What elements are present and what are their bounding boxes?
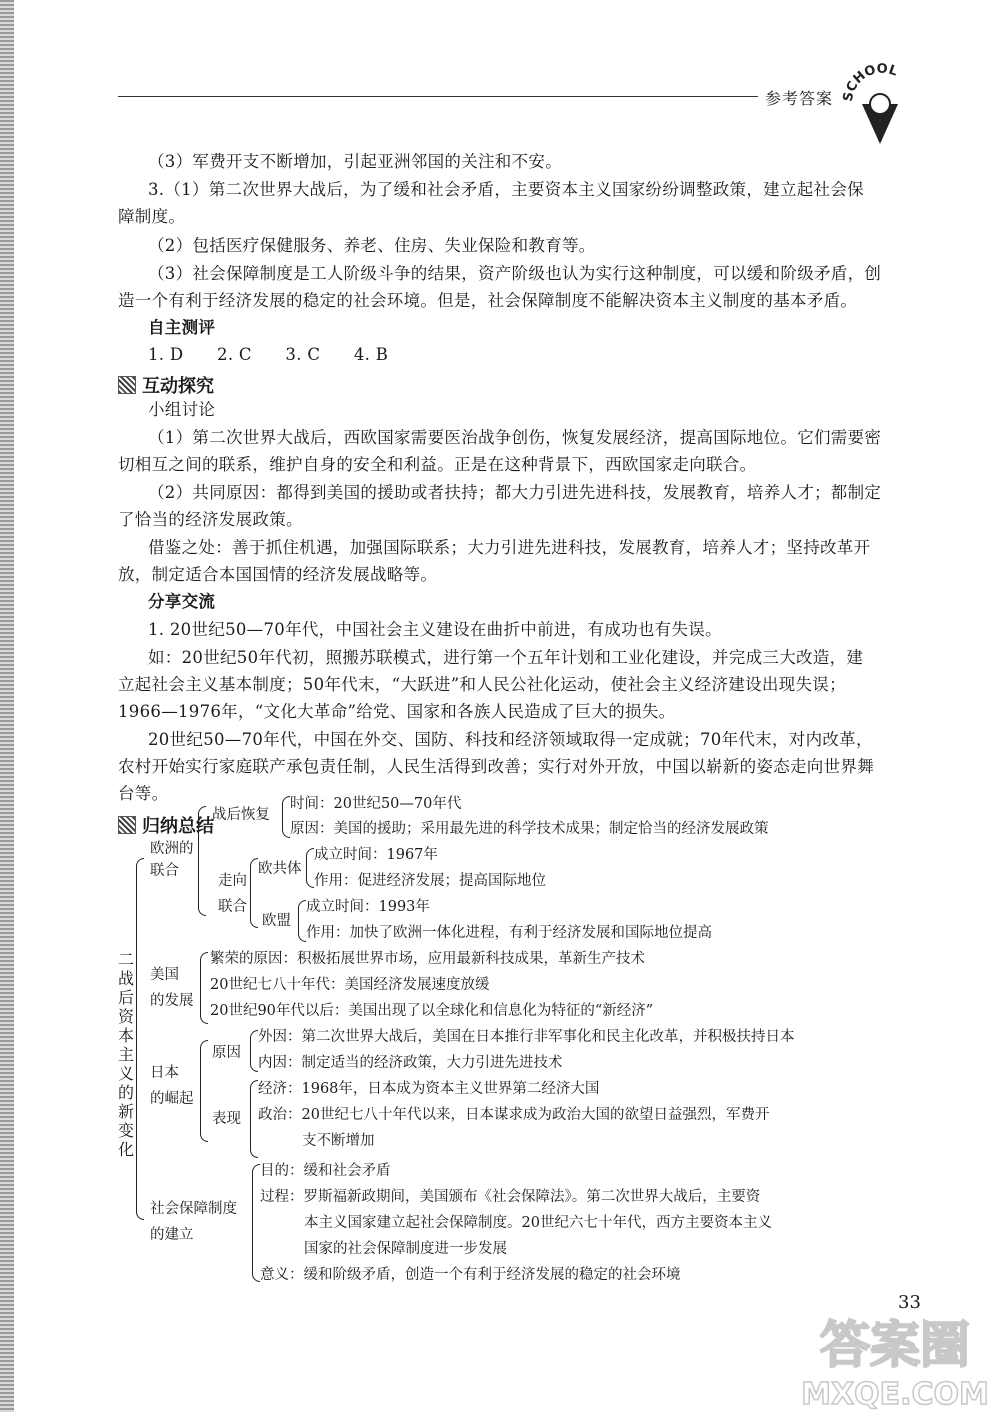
tree-social-purpose: 目的：缓和社会矛盾 bbox=[260, 1163, 391, 1179]
discussion-line: 切相互之间的联系，维护自身的安全和利益。正是在这种背景下，西欧国家走向联合。 bbox=[118, 455, 757, 474]
tree-japan-2: 的崛起 bbox=[150, 1091, 194, 1107]
page-number: 33 bbox=[898, 1292, 921, 1313]
tree-europe-union-1: 走向 bbox=[218, 873, 247, 889]
tree-europe-2: 联合 bbox=[150, 863, 179, 879]
section-marker-icon bbox=[118, 376, 136, 394]
watermark-logo bbox=[790, 1300, 1000, 1412]
tree-social-process-3: 国家的社会保障制度进一步发展 bbox=[304, 1241, 507, 1257]
scan-edge bbox=[0, 0, 14, 1412]
tree-usa-prosperity: 繁荣的原因：积极拓展世界市场，应用最新科技成果，革新生产技术 bbox=[210, 951, 645, 967]
tree-japan-perf-brace bbox=[250, 1080, 258, 1158]
subheading-share: 分享交流 bbox=[148, 592, 216, 611]
logo-text: SCHOOL bbox=[840, 61, 900, 103]
discussion-line: （1）第二次世界大战后，西欧国家需要医治战争创伤，恢复发展经济，提高国际地位。它们需要密 bbox=[148, 428, 882, 447]
watermark-line1: 答案圈 bbox=[820, 1316, 970, 1374]
answer-line: 3.（1）第二次世界大战后，为了缓和社会矛盾，主要资本主义国家纷纷调整政策，建立起社会保 bbox=[148, 180, 864, 199]
tree-japan-politics: 政治：20世纪七八十年代以来，日本谋求成为政治大国的欲望日益强烈，军费开 bbox=[258, 1107, 770, 1123]
tree-union-brace bbox=[250, 858, 258, 928]
tree-japan-politics-cont: 支不断增加 bbox=[302, 1133, 375, 1149]
tree-japan-performance: 表现 bbox=[212, 1111, 241, 1127]
share-line: 台等。 bbox=[118, 784, 169, 803]
tree-europe-1: 欧洲的 bbox=[150, 841, 194, 857]
share-line: 1. 20世纪50—70年代，中国社会主义建设在曲折中前进，有成功也有失误。 bbox=[148, 620, 722, 639]
watermark-line2: MXQE.COM bbox=[801, 1377, 989, 1412]
tree-ec-brace bbox=[306, 848, 314, 888]
tree-recovery-brace bbox=[282, 796, 290, 838]
tree-social-1: 社会保障制度 bbox=[150, 1201, 237, 1217]
tree-japan-cause: 原因 bbox=[212, 1045, 241, 1061]
tree-usa-1: 美国 bbox=[150, 967, 179, 983]
discussion-line: 了恰当的经济发展政策。 bbox=[118, 510, 303, 529]
tree-eu: 欧盟 bbox=[262, 913, 291, 929]
discussion-line: 放，制定适合本国国情的经济发展战略等。 bbox=[118, 565, 438, 584]
tree-recovery-cause: 原因：美国的援助；采用最先进的科学技术成果；制定恰当的经济发展政策 bbox=[290, 821, 769, 837]
discussion-line: （2）共同原因：都得到美国的援助或者扶持；都大力引进先进科技，发展教育，培养人才；都制定 bbox=[148, 483, 882, 502]
subheading-self-test: 自主测评 bbox=[148, 318, 216, 337]
subheading-discussion: 小组讨论 bbox=[148, 400, 216, 419]
section-interactive: 互动探究 bbox=[118, 372, 214, 398]
tree-social-2: 的建立 bbox=[150, 1227, 194, 1243]
answer-line: 造一个有利于经济发展的稳定的社会环境。但是，社会保障制度不能解决资本主义制度的基本矛盾。 bbox=[118, 291, 858, 310]
tree-ec: 欧共体 bbox=[258, 861, 302, 877]
svg-text:SCHOOL bbox=[841, 62, 899, 103]
tree-europe-union-2: 联合 bbox=[218, 899, 247, 915]
share-line: 20世纪50—70年代，中国在外交、国防、科技和经济领域取得一定成就；70年代末，对内改革， bbox=[148, 730, 873, 749]
share-line: 立起社会主义基本制度；50年代末，“大跃进”和人民公社化运动，使社会主义经济建设出现失误； bbox=[118, 675, 846, 694]
tree-japan-cause-brace bbox=[250, 1030, 258, 1072]
self-test-answers: 1. D 2. C 3. C 4. B bbox=[148, 345, 389, 364]
tree-japan-external: 外因：第二次世界大战后，美国在日本推行非军事化和民主化改革，并积极扶持日本 bbox=[258, 1029, 795, 1045]
tree-social-brace bbox=[252, 1164, 260, 1282]
tree-japan-brace bbox=[200, 1040, 208, 1142]
tree-usa-brace bbox=[200, 952, 208, 1024]
answer-line: （2）包括医疗保健服务、养老、住房、失业保险和教育等。 bbox=[148, 236, 596, 255]
section-marker-icon bbox=[118, 816, 136, 834]
tree-eu-brace bbox=[298, 900, 306, 942]
tree-ec-time: 成立时间：1967年 bbox=[314, 847, 438, 863]
answer-line: （3）社会保障制度是工人阶级斗争的结果，资产阶级也认为实行这种制度，可以缓和阶级矛盾，创 bbox=[148, 264, 882, 283]
tree-europe-recovery: 战后恢复 bbox=[212, 807, 270, 823]
discussion-line: 借鉴之处：善于抓住机遇，加强国际联系；大力引进先进科技，发展教育，培养人才；坚持改革开 bbox=[148, 538, 871, 557]
tree-japan-internal: 内因：制定适当的经济政策，大力引进先进技术 bbox=[258, 1055, 563, 1071]
tree-japan-1: 日本 bbox=[150, 1065, 179, 1081]
tree-europe-brace bbox=[198, 806, 206, 916]
tree-social-process-2: 本主义国家建立起社会保障制度。20世纪六七十年代，西方主要资本主义 bbox=[304, 1215, 772, 1231]
tree-root: 二战后资本主义的新变化 bbox=[117, 950, 134, 1159]
share-line: 1966—1976年，“文化大革命”给党、国家和各族人民造成了巨大的损失。 bbox=[118, 702, 676, 721]
tree-root-brace bbox=[136, 858, 144, 1220]
tree-usa-2: 的发展 bbox=[150, 993, 194, 1009]
share-line: 如：20世纪50年代初，照搬苏联模式，进行第一个五年计划和工业化建设，并完成三大改造，建 bbox=[148, 648, 864, 667]
section-summary: 归纳总结 bbox=[118, 812, 214, 838]
tree-recovery-time: 时间：20世纪50—70年代 bbox=[290, 796, 462, 812]
school-logo-icon bbox=[840, 60, 920, 150]
share-line: 农村开始实行家庭联产承包责任制，人民生活得到改善；实行对外开放，中国以崭新的姿态走向世界舞 bbox=[118, 757, 874, 776]
header-rule bbox=[118, 96, 758, 97]
tree-social-process-1: 过程：罗斯福新政期间，美国颁布《社会保障法》。第二次世界大战后，主要资 bbox=[260, 1189, 761, 1205]
tree-usa-new-economy: 20世纪90年代以后：美国出现了以全球化和信息化为特征的“新经济” bbox=[210, 1003, 654, 1019]
tree-japan-economy: 经济：1968年，日本成为资本主义世界第二经济大国 bbox=[258, 1081, 600, 1097]
header-title: 参考答案 bbox=[765, 89, 834, 108]
answer-line: （3）军费开支不断增加，引起亚洲邻国的关注和不安。 bbox=[148, 152, 562, 171]
answer-line: 障制度。 bbox=[118, 207, 186, 226]
tree-social-meaning: 意义：缓和阶级矛盾，创造一个有利于经济发展的稳定的社会环境 bbox=[260, 1267, 681, 1283]
tree-eu-role: 作用：加快了欧洲一体化进程，有利于经济发展和国际地位提高 bbox=[306, 925, 712, 941]
tree-ec-role: 作用：促进经济发展；提高国际地位 bbox=[314, 873, 546, 889]
tree-usa-slowdown: 20世纪七八十年代：美国经济发展速度放缓 bbox=[210, 977, 490, 993]
tree-eu-time: 成立时间：1993年 bbox=[306, 899, 430, 915]
